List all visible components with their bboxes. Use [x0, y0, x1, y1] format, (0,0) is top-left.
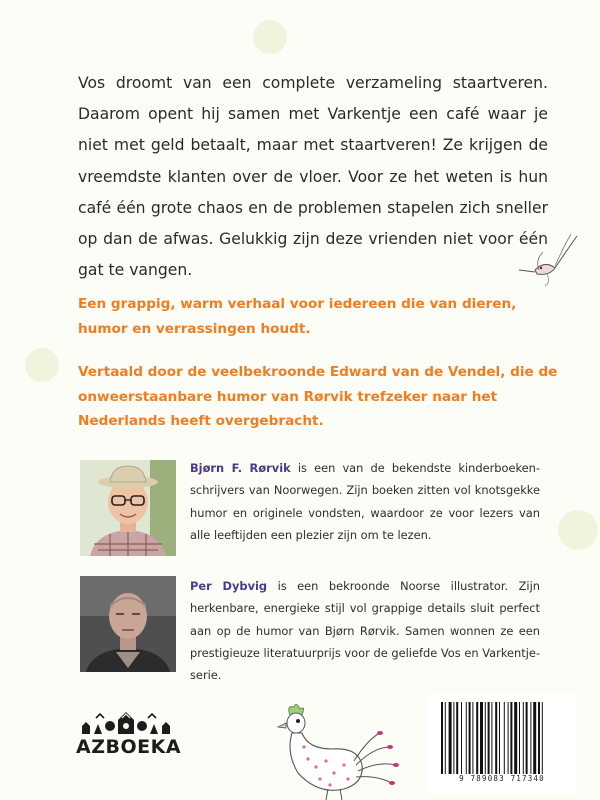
barcode-bar: [519, 702, 520, 774]
illustrator-bio: [190, 575, 540, 686]
rooster-illustration-icon: [268, 703, 403, 800]
author-bio: [190, 457, 540, 546]
book-blurb: Vos droomt van een complete verzameling staartveren. Daarom opent hij samen met Varkentje een café waar je niet met geld betaalt, maar met staartveren! Ze krijgen de vreemdste klanten over de vloer. Voor ze het weten is hun café één grote chaos en de problemen stapelen zich sneller op dan de afwas. Gelukkig zijn deze vrienden niet voor één gat te vangen.: [78, 74, 548, 280]
barcode-bar: [514, 702, 517, 774]
barcode-bar: [533, 702, 536, 774]
bird-illustration-icon: [505, 230, 585, 290]
barcode-bar: [472, 702, 473, 774]
barcode-bar: [526, 702, 528, 774]
decorative-dot: [253, 20, 287, 54]
barcode-bar: [523, 702, 524, 774]
decorative-dot: [25, 348, 59, 382]
tagline: Een grappig, warm verhaal voor iedereen die van dieren, humor en verrassingen houdt.: [78, 296, 517, 337]
barcode-bar: [445, 702, 446, 774]
illustrator-photo: [80, 576, 176, 672]
barcode-bar: [461, 702, 462, 774]
barcode-bar: [542, 702, 543, 774]
barcode-bar: [530, 702, 531, 774]
barcode-bar: [504, 702, 505, 774]
barcode-bar: [449, 702, 452, 774]
barcode-bar: [441, 702, 443, 774]
illustrator-bio-text: is een bekroonde Noorse illustrator. Zijn herkenbare, energieke stijl vol grappige details sluit perfect aan op de humor van Bjørn Rørvik. Samen wonnen ze een prestigieuze literatuurprijs voor de geliefde Vos en Varkentje-serie.: [190, 579, 540, 683]
barcode-bar: [466, 702, 467, 774]
barcode-icon: [439, 702, 567, 774]
barcode-bar: [469, 702, 471, 774]
decorative-dot: [558, 510, 598, 550]
author-name: Bjørn F. Rørvik: [190, 461, 291, 475]
barcode-bar: [508, 702, 509, 774]
barcode-bar: [453, 702, 454, 774]
author-photo: [80, 460, 176, 556]
barcode-bar: [456, 702, 458, 774]
publisher-logo: [76, 706, 182, 772]
barcode-bar: [491, 702, 492, 774]
publisher-logo-icon: [76, 706, 178, 736]
barcode-bar: [495, 702, 497, 774]
isbn-number: 9 789083 717340: [459, 774, 545, 783]
translator-note: Vertaald door de veelbekroonde Edward van de Vendel, die de onweerstaanbare humor van Rørvik trefzeker naar het Nederlands heeft overgebracht.: [78, 364, 558, 429]
author-bio-text: is een van de bekendste kinderboeken-schrijvers van Noorwegen. Zijn boeken zitten vol knotsgekke humor en originele vondsten, waardoor ze voor lezers van alle leeftijden een plezier zijn om te lezen.: [190, 461, 540, 542]
barcode-bar: [538, 702, 540, 774]
isbn-barcode: [427, 694, 577, 794]
barcode-bar: [499, 702, 500, 774]
barcode-bar: [510, 702, 512, 774]
barcode-bar: [485, 702, 486, 774]
illustrator-name: Per Dybvig: [190, 579, 268, 593]
barcode-bar: [480, 702, 483, 774]
barcode-bar: [476, 702, 478, 774]
publisher-name: AZBOEKA: [76, 736, 182, 758]
barcode-bar: [488, 702, 490, 774]
